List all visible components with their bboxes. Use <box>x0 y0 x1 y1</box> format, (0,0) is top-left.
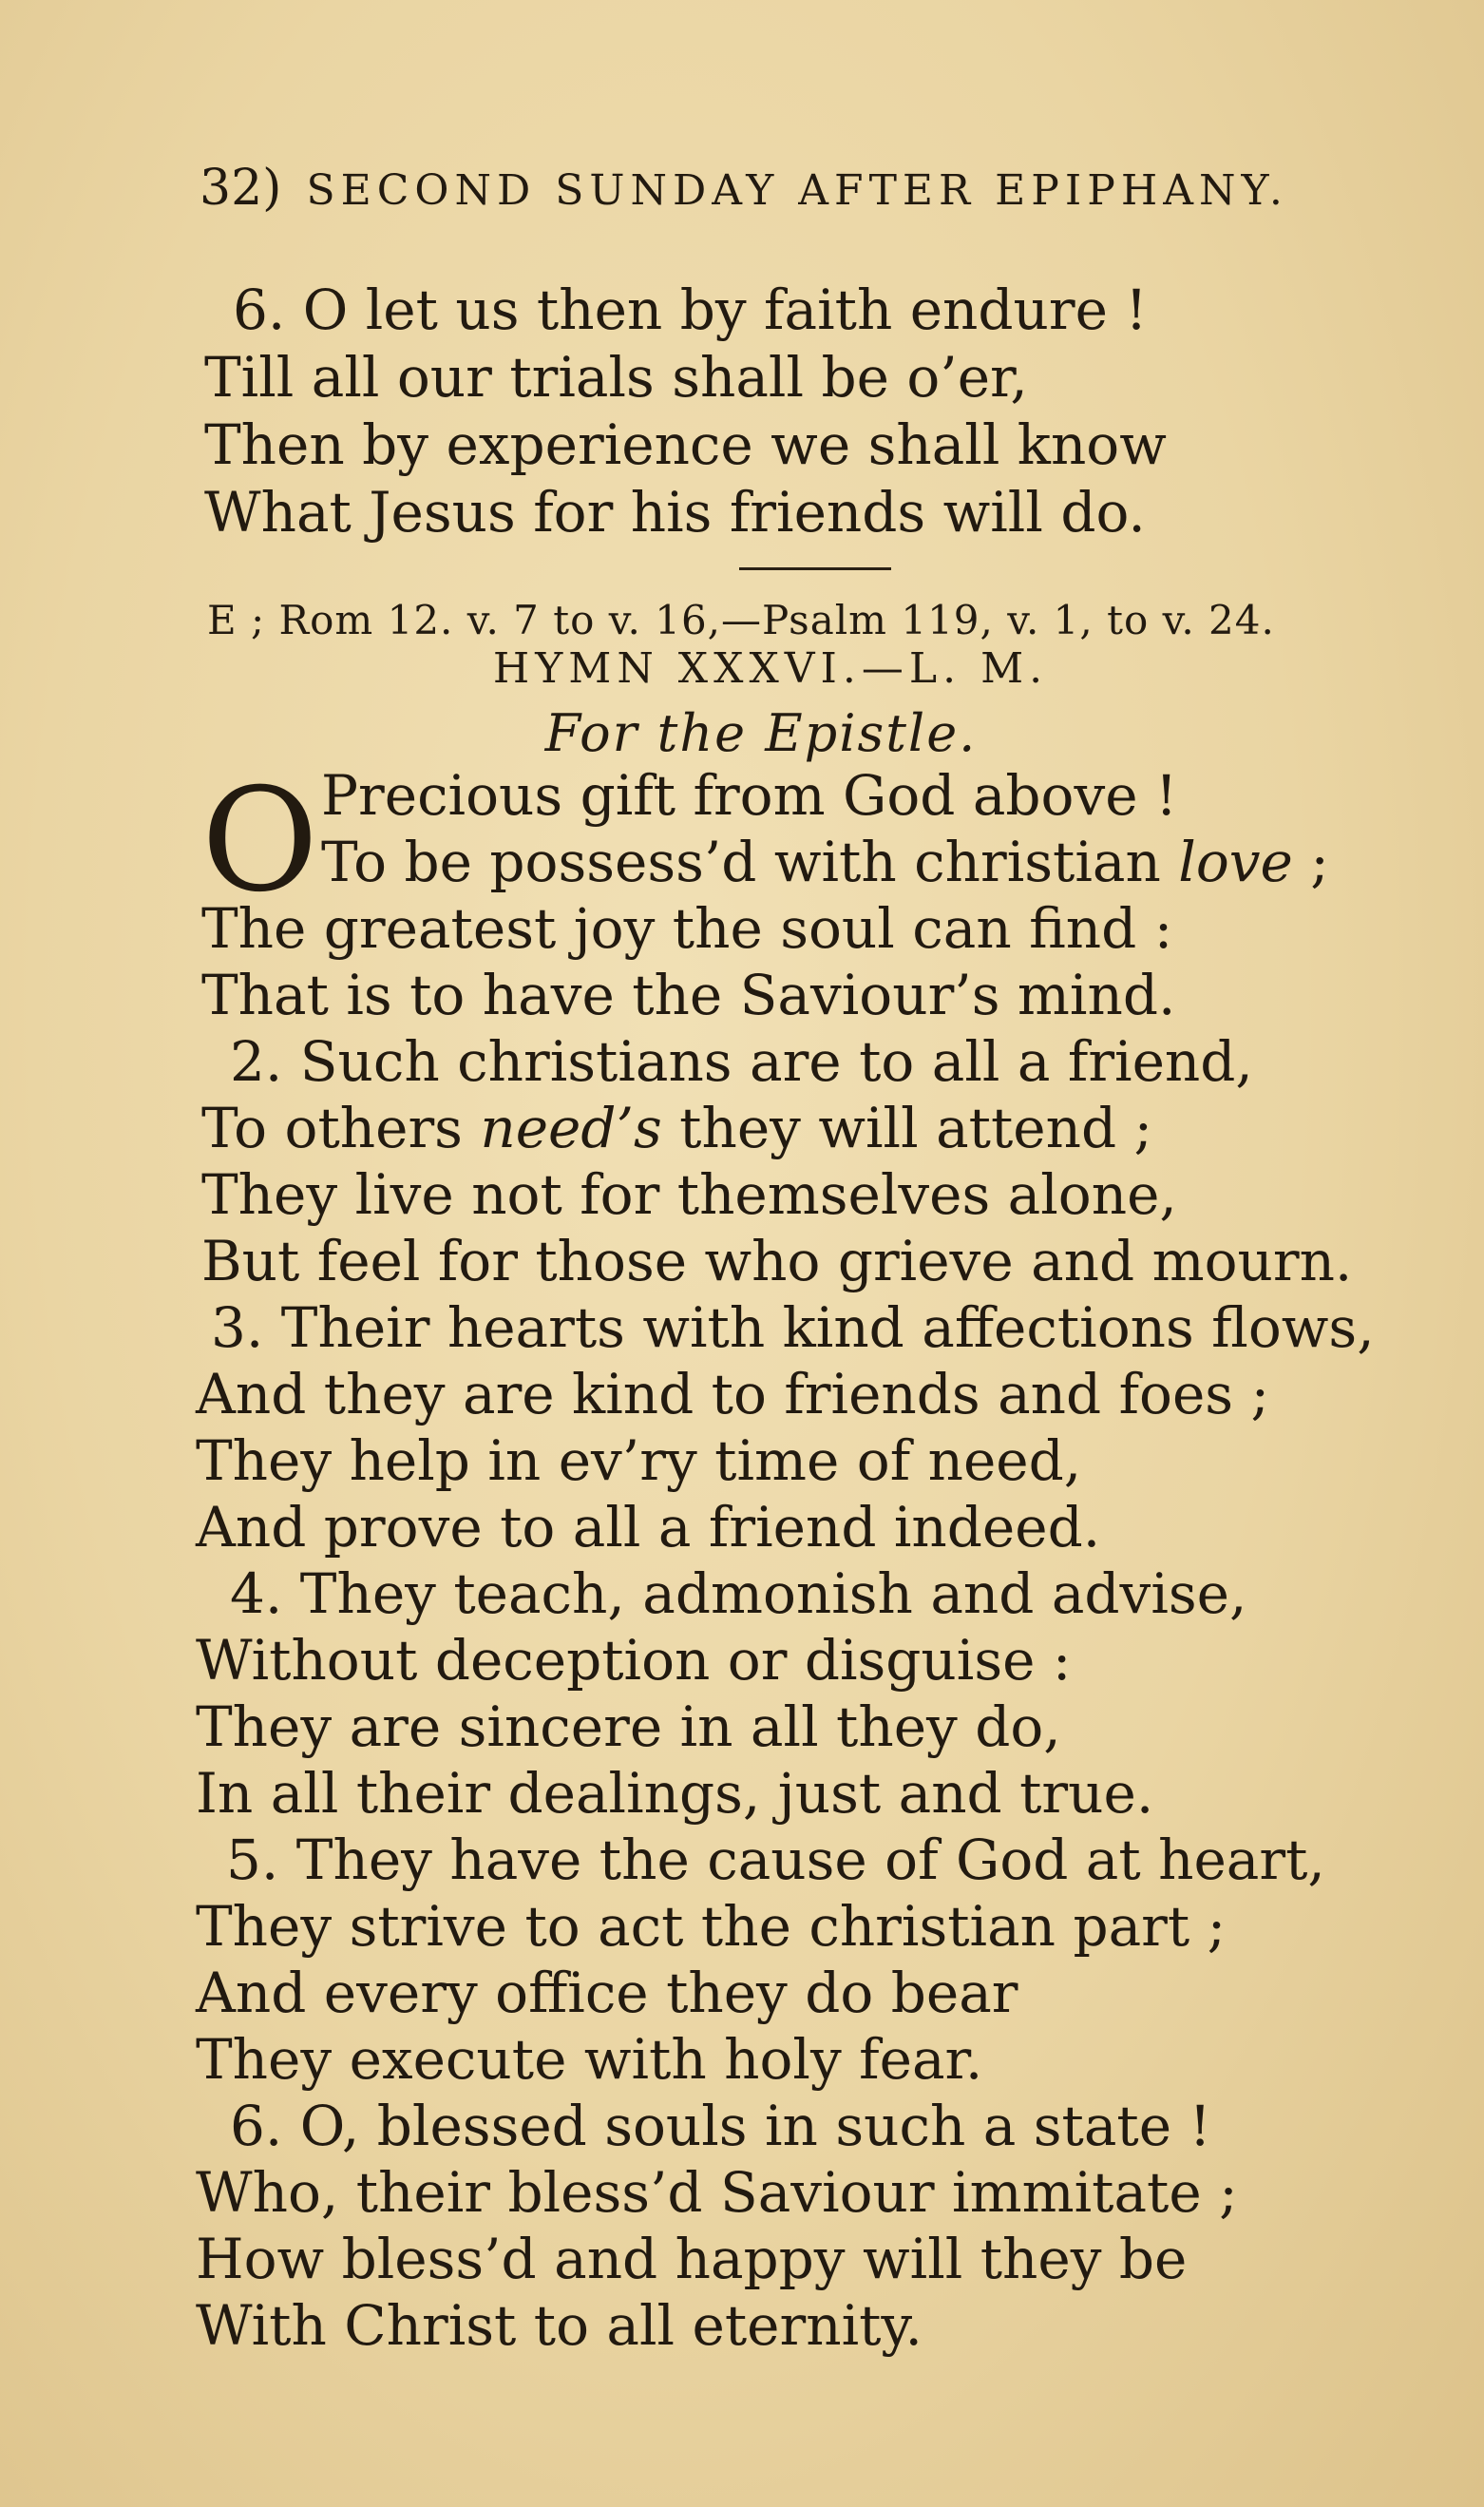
verse-line: The greatest joy the soul can find : <box>201 896 1173 961</box>
page-number: 32) <box>200 160 282 217</box>
verse-line: 6. O let us then by faith endure ! <box>233 277 1148 342</box>
verse-line: 4. They teach, admonish and advise, <box>230 1561 1247 1626</box>
scripture-reference: E ; Rom 12. v. 7 to v. 16,—Psalm 119, v. 1, to v. 24. <box>207 597 1275 643</box>
verse-line: What Jesus for his friends will do. <box>204 480 1146 545</box>
verse-line: 2. Such christians are to all a friend, <box>230 1029 1253 1094</box>
running-header <box>200 160 1387 217</box>
verse-line: Who, their bless’d Saviour immitate ; <box>196 2160 1238 2225</box>
verse-line: To others need’s they will attend ; <box>201 1096 1153 1160</box>
verse-line: And they are kind to friends and foes ; <box>196 1362 1270 1426</box>
verse-line: To be possess’d with christian love ; <box>321 830 1329 894</box>
verse-line: 6. O, blessed souls in such a state ! <box>230 2094 1211 2158</box>
drop-cap: O <box>201 758 318 924</box>
verse-line: But feel for those who grieve and mourn. <box>201 1229 1353 1293</box>
emphasis-text: love <box>1178 830 1293 894</box>
verse-line: Without deception or disguise : <box>196 1628 1072 1693</box>
verse-line: Then by experience we shall know <box>204 412 1167 477</box>
emphasis-text: need’s <box>480 1096 662 1160</box>
running-title: SECOND SUNDAY AFTER EPIPHANY. <box>306 166 1288 215</box>
hymn-title: HYMN XXXVI.—L. M. <box>492 644 1049 693</box>
hymn-subtitle: For the Epistle. <box>544 703 978 763</box>
verse-line: They strive to act the christian part ; <box>196 1894 1227 1959</box>
verse-line: 3. Their hearts with kind affections flows, <box>211 1295 1375 1360</box>
section-divider <box>739 567 891 570</box>
verse-line: They help in ev’ry time of need, <box>196 1428 1082 1493</box>
verse-line: And every office they do bear <box>196 1961 1018 2025</box>
verse-line: And prove to all a friend indeed. <box>196 1495 1101 1560</box>
verse-line: In all their dealings, just and true. <box>196 1761 1154 1826</box>
verse-line: Precious gift from God above ! <box>321 763 1178 828</box>
verse-line: How bless’d and happy will they be <box>196 2227 1188 2291</box>
verse-line: Till all our trials shall be o’er, <box>204 345 1028 410</box>
verse-line: They execute with holy fear. <box>196 2027 983 2092</box>
verse-line: With Christ to all eternity. <box>196 2293 923 2358</box>
verse-line: That is to have the Saviour’s mind. <box>201 963 1176 1027</box>
verse-line: 5. They have the cause of God at heart, <box>226 1828 1325 1892</box>
verse-line: They live not for themselves alone, <box>201 1162 1177 1227</box>
verse-line: They are sincere in all they do, <box>196 1694 1061 1759</box>
